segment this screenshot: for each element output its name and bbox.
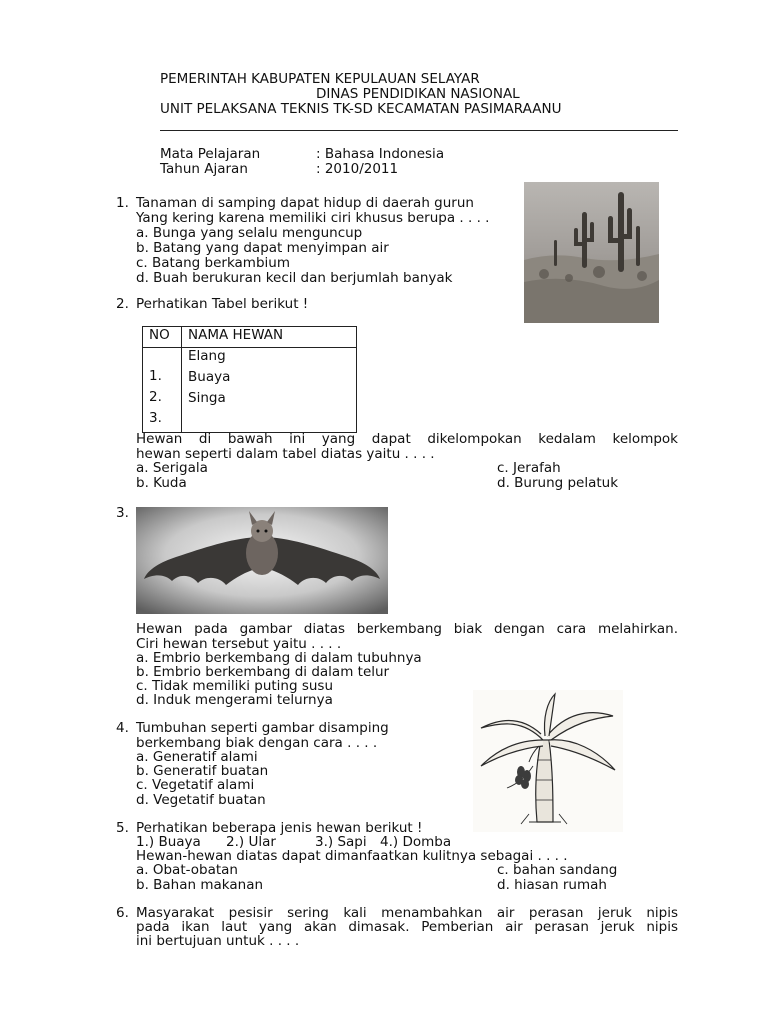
year-label: Tahun Ajaran [160, 161, 248, 177]
q3-number: 3. [116, 505, 129, 521]
q6-line-2: pada ikan laut yang akan dimasak. Pemberian air perasan jeruk nipis [136, 919, 678, 935]
q4-option-c: c. Vegetatif alami [136, 777, 255, 793]
q1-option-d: d. Buah berukuran kecil dan berjumlah banyak [136, 270, 453, 286]
q5-option-d: d. hiasan rumah [497, 877, 607, 893]
q4-line-2: berkembang biak dengan cara . . . . [136, 735, 378, 751]
q5-animal-1: 1.) Buaya [136, 834, 201, 850]
table-row-name: Buaya [188, 369, 231, 385]
table-header-no: NO [143, 327, 182, 348]
header-line-2: DINAS PENDIDIKAN NASIONAL [316, 86, 520, 102]
q5-line-1: Perhatikan beberapa jenis hewan berikut ! [136, 820, 423, 836]
table-row-number: 1. [149, 368, 162, 384]
header-line-1: PEMERINTAH KABUPATEN KEPULAUAN SELAYAR [160, 71, 480, 87]
table-row-number: 3. [149, 410, 162, 426]
q5-option-a: a. Obat-obatan [136, 862, 238, 878]
q3-line-1: Hewan pada gambar diatas berkembang biak dengan cara melahirkan. [136, 621, 678, 637]
q6-number: 6. [116, 905, 129, 921]
q3-option-c: c. Tidak memiliki puting susu [136, 678, 334, 694]
q5-number: 5. [116, 820, 129, 836]
q6-line-1: Masyarakat pesisir sering kali menambahkan air perasan jeruk nipis [136, 905, 678, 921]
q1-number: 1. [116, 195, 129, 211]
q4-number: 4. [116, 720, 129, 736]
header-line-3: UNIT PELAKSANA TEKNIS TK-SD KECAMATAN PASIMARAANU [160, 101, 562, 117]
q5-animal-4: 4.) Domba [380, 834, 452, 850]
q2-option-c: c. Jerafah [497, 460, 561, 476]
q3-option-d: d. Induk mengerami telurnya [136, 692, 333, 708]
q2-number: 2. [116, 296, 129, 312]
q5-option-b: b. Bahan makanan [136, 877, 264, 893]
q1-option-c: c. Batang berkambium [136, 255, 290, 271]
animal-table [142, 326, 357, 433]
banana-plant-image [473, 690, 623, 832]
q2-option-d: d. Burung pelatuk [497, 475, 619, 491]
q2-option-a: a. Serigala [136, 460, 208, 476]
q3-line-2: Ciri hewan tersebut yaitu . . . . [136, 636, 342, 652]
table-row-name: Elang [188, 348, 226, 364]
bat-image [136, 507, 388, 614]
table-header-name: NAMA HEWAN [182, 327, 357, 348]
desert-cactus-image [524, 182, 659, 323]
q1-line-1: Tanaman di samping dapat hidup di daerah gurun [136, 195, 474, 211]
q2-option-b: b. Kuda [136, 475, 187, 491]
q5-option-c: c. bahan sandang [497, 862, 618, 878]
header-divider [160, 130, 678, 131]
q5-line-3: Hewan-hewan diatas dapat dimanfaatkan kulitnya sebagai . . . . [136, 848, 568, 864]
subject-value: : Bahasa Indonesia [316, 146, 445, 162]
table-number-cell [143, 348, 182, 433]
q4-option-a: a. Generatif alami [136, 749, 258, 765]
table-row-name: Singa [188, 390, 226, 406]
q5-animal-2: 2.) Ular [226, 834, 276, 850]
q2-statement-2: hewan seperti dalam tabel diatas yaitu . . . . [136, 446, 435, 462]
q1-option-b: b. Batang yang dapat menyimpan air [136, 240, 389, 256]
q1-line-2: Yang kering karena memiliki ciri khusus berupa . . . . [136, 210, 490, 226]
q2-statement-1: Hewan di bawah ini yang dapat dikelompokan kedalam kelompok [136, 431, 678, 447]
q4-option-d: d. Vegetatif buatan [136, 792, 266, 808]
year-value: : 2010/2011 [316, 161, 399, 177]
table-name-cell [182, 348, 357, 433]
q1-option-a: a. Bunga yang selalu menguncup [136, 225, 363, 241]
q3-option-b: b. Embrio berkembang di dalam telur [136, 664, 390, 680]
q3-option-a: a. Embrio berkembang di dalam tubuhnya [136, 650, 422, 666]
q4-option-b: b. Generatif buatan [136, 763, 269, 779]
q2-line-1: Perhatikan Tabel berikut ! [136, 296, 309, 312]
q6-line-3: ini bertujuan untuk . . . . [136, 933, 300, 949]
subject-label: Mata Pelajaran [160, 146, 261, 162]
table-row-number: 2. [149, 389, 162, 405]
q5-animal-3: 3.) Sapi [315, 834, 367, 850]
q4-line-1: Tumbuhan seperti gambar disamping [136, 720, 389, 736]
